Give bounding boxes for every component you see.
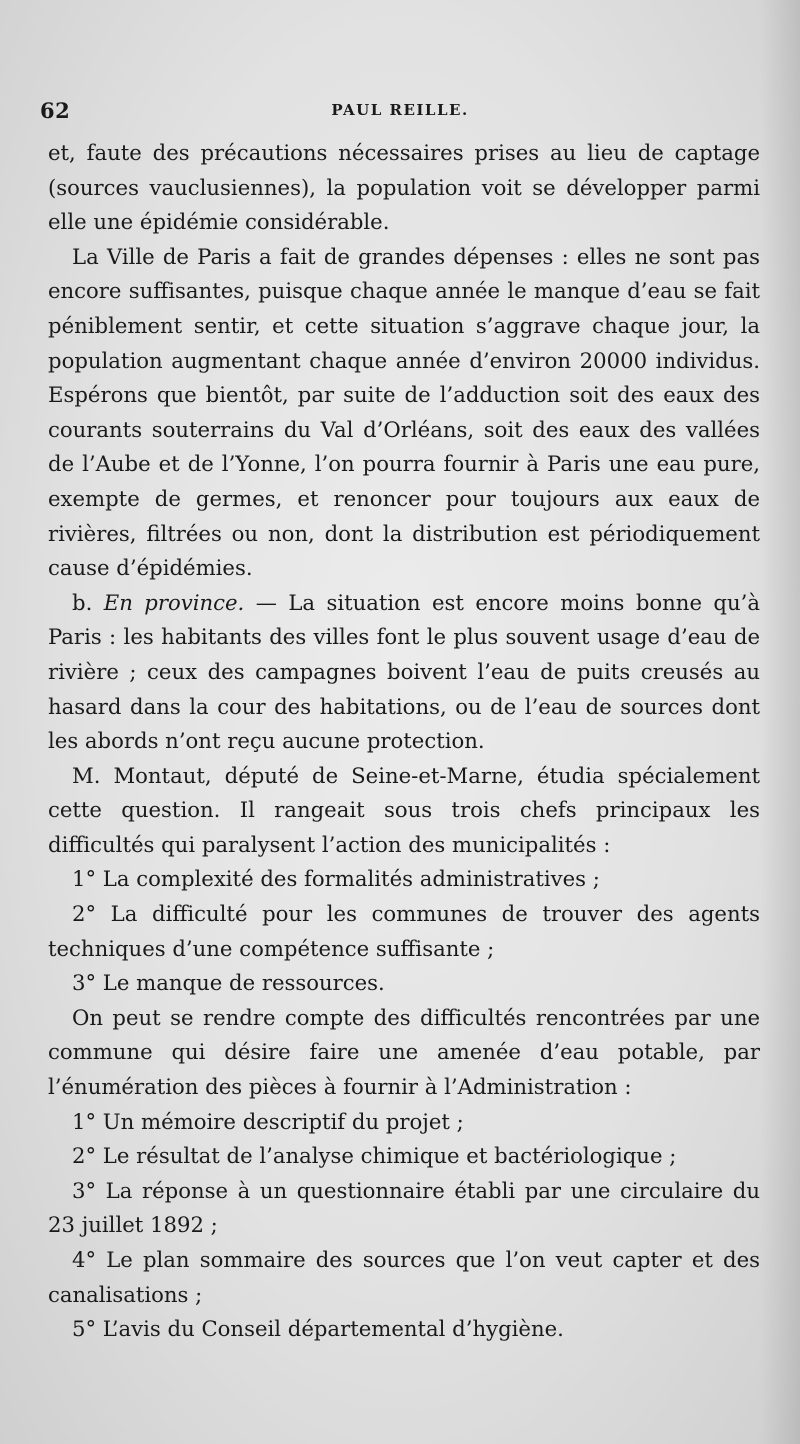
paragraph-2 [48,240,760,586]
paragraph-text: 1° La complexité des formalités administratives ; [72,866,600,892]
paragraph-lead-italic: En province. [103,589,245,615]
paragraph-text: La Ville de Paris a fait de grandes dépenses : elles ne sont pas encore suffisantes, puisque chaque année le manque d’eau se fait péniblement sentir, et cette situation s’aggrave chaque jour, la population augmentant chaque année d’environ 20000 individus. Espérons que bientôt, par suite de l’adduction soit des eaux des courants souterrains du Val d’Orléans, soit des eaux des vallées de l’Aube et de l’Yonne, l’on pourra fournir à Paris une eau pure, exempte de germes, et renoncer pour toujours aux eaux de rivières, filtrées ou non, dont la distribution est périodiquement cause d’épidémies. [48,243,760,581]
list-item-2 [48,897,760,966]
paragraph-text: 1° Un mémoire descriptif du projet ; [72,1108,464,1134]
paragraph-1 [48,136,760,240]
list-item-7 [48,1243,760,1312]
running-head: PAUL REILLE. [331,101,469,119]
paragraph-text: 4° Le plan sommaire des sources que l’on veut capter et des canalisations ; [48,1247,760,1307]
paragraph-text: 5° L’avis du Conseil départemental d’hygiène. [72,1316,564,1342]
paragraph-text: On peut se rendre compte des difficultés rencontrées par une commune qui désire faire une amenée d’eau potable, par l’énumération des pièces à fournir à l’Administration : [48,1004,760,1100]
paragraph-text: M. Montaut, député de Seine-et-Marne, étudia spécialement cette question. Il rangeait sous trois chefs principaux les difficultés qui paralysent l’action des municipalités : [48,762,760,857]
paragraph-text: 2° Le résultat de l’analyse chimique et bactériologique ; [72,1143,677,1169]
paragraph-lead: b. [72,589,104,615]
list-item-4 [48,1105,760,1140]
paragraph-text: 3° La réponse à un questionnaire établi par une circulaire du 23 juillet 1892 ; [48,1177,760,1238]
paragraph-text: et, faute des précautions nécessaires prises au lieu de captage (sources vauclusiennes), la population voit se développer parmi elle une épidémie considérable. [48,140,760,235]
page-number: 62 [40,98,71,123]
list-item-6 [48,1174,760,1243]
paragraph-5 [48,1001,760,1105]
paragraph-text: 2° La difficulté pour les communes de trouver des agents techniques d’une compétence suffisante ; [48,901,760,961]
list-item-3 [48,966,760,1001]
paragraph-text: 3° Le manque de ressources. [72,970,385,996]
paragraph-3 [48,586,760,759]
list-item-1 [48,862,760,897]
list-item-8 [48,1312,760,1347]
list-item-5 [48,1139,760,1174]
paragraph-text: — La situation est encore moins bonne qu’à Paris : les habitants des villes font le plus souvent usage d’eau de rivière ; ceux des campagnes boivent l’eau de puits creusés au hasard dans la cour des habitations, ou de l’eau de sources dont les abords n’ont reçu aucune protection. [48,589,760,754]
page-header [40,98,760,128]
paragraph-4 [48,759,760,863]
body-text [48,136,760,1347]
